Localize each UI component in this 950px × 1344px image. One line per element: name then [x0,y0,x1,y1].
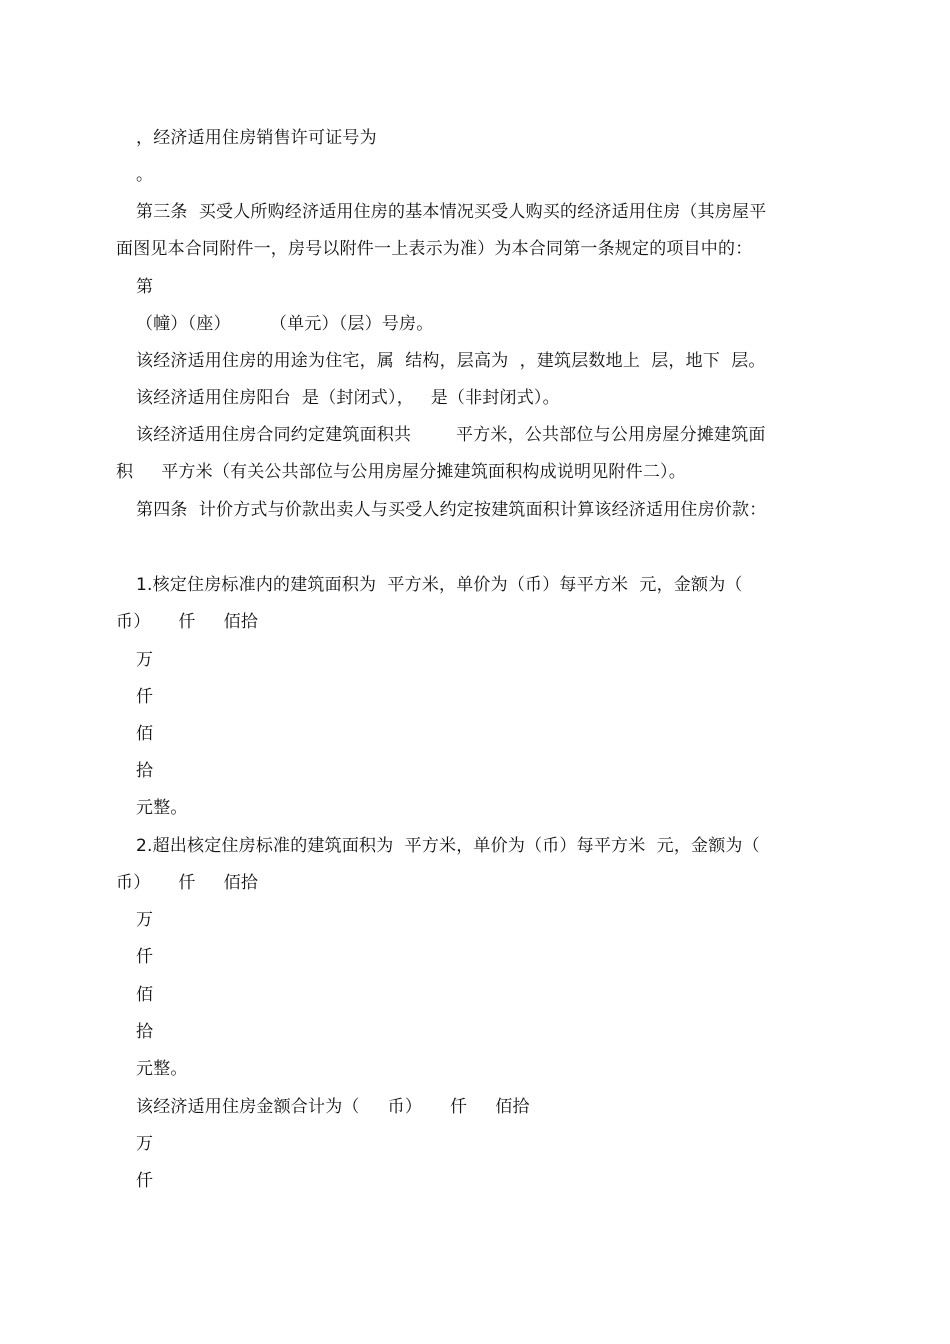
text-line: 仟 [136,687,154,707]
text-line: 仟 [136,1171,154,1191]
text-line: 仟 [136,947,154,967]
text-line: 该经济适用住房阳台 是（封闭式）， 是（非封闭式）。 [136,388,560,408]
text-line: 1.核定住房标准内的建筑面积为 平方米，单价为（币）每平方米 元，金额为（ [136,575,743,595]
text-line: 。 [136,165,154,185]
text-line: 2.超出核定住房标准的建筑面积为 平方米，单价为（币）每平方米 元，金额为（ [136,836,760,856]
text-line: 佰 [136,724,154,744]
text-line: 该经济适用住房的用途为住宅，属 结构，层高为 ，建筑层数地上 层，地下 层。 [136,351,766,371]
text-line: ，经济适用住房销售许可证号为 [136,128,377,148]
text-line: （幢）（座） （单元）（层）号房。 [136,314,434,334]
text-line: 该经济适用住房合同约定建筑面积共 平方米，公共部位与公用房屋分摊建筑面 [136,425,766,445]
text-line: 佰 [136,985,154,1005]
text-line: 元整。 [136,798,188,818]
text-line: 万 [136,650,154,670]
text-line: 万 [136,910,154,930]
text-line: 面图见本合同附件一，房号以附件一上表示为准）为本合同第一条规定的项目中的： [116,239,753,259]
text-line: 第四条 计价方式与价款出卖人与买受人约定按建筑面积计算该经济适用住房价款： [136,500,767,520]
text-line: 币） 仟 佰拾 [116,873,259,893]
text-line: 拾 [136,761,154,781]
text-line: 元整。 [136,1059,188,1079]
text-line: 该经济适用住房金额合计为（ 币） 仟 佰拾 [136,1097,530,1117]
text-line: 拾 [136,1022,154,1042]
text-line: 第三条 买受人所购经济适用住房的基本情况买受人购买的经济适用住房（其房屋平 [136,202,767,222]
text-line: 万 [136,1134,154,1154]
text-line: 第 [136,277,154,297]
text-line: 积 平方米（有关公共部位与公用房屋分摊建筑面积构成说明见附件二）。 [116,462,686,482]
text-line: 币） 仟 佰拾 [116,612,259,632]
